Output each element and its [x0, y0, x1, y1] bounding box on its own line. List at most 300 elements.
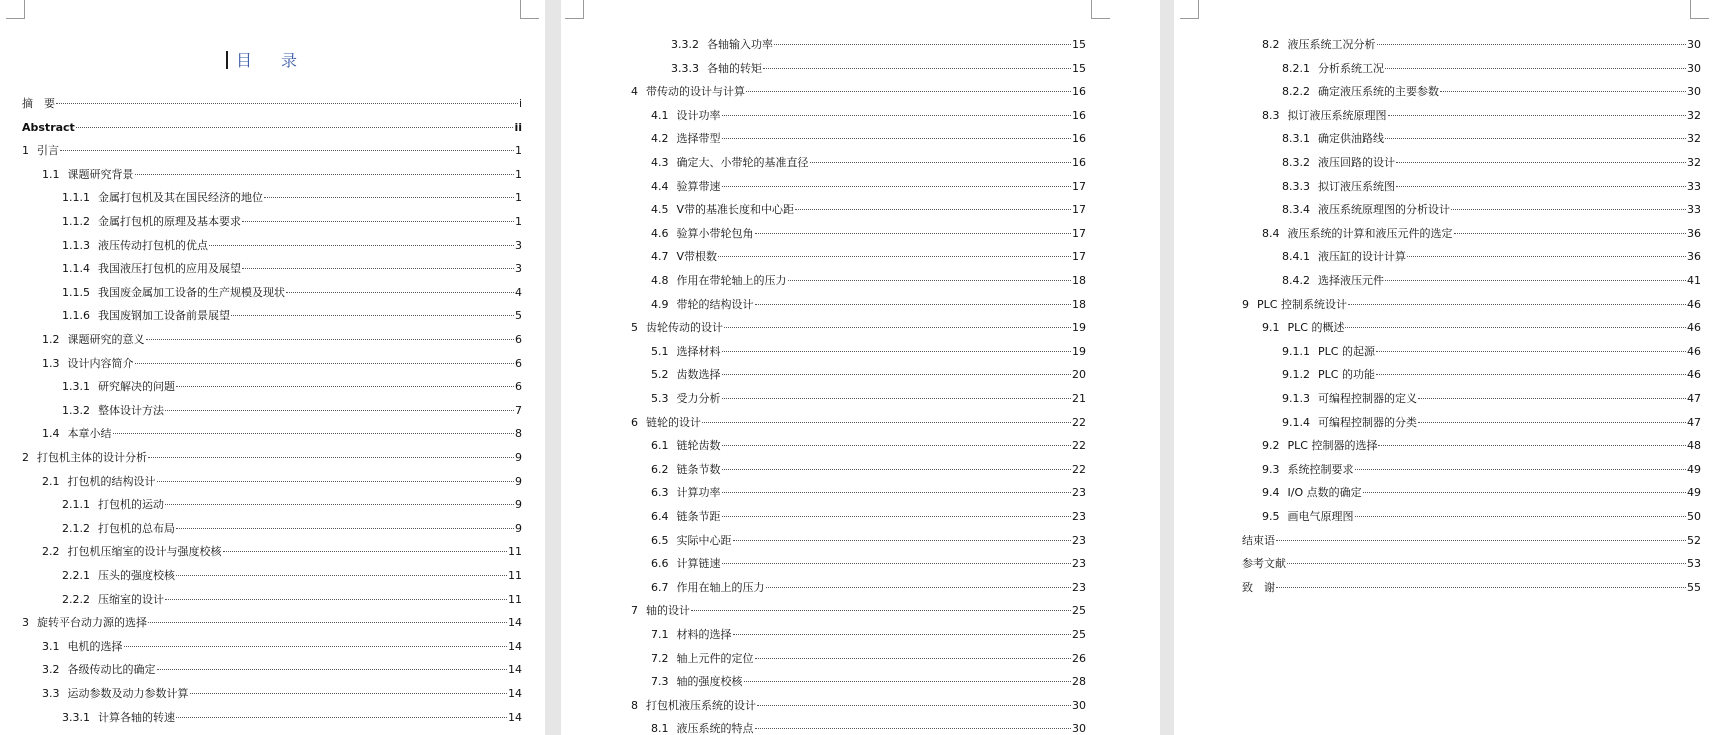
- toc-entry-number: 1.3.1: [62, 380, 90, 394]
- toc-entry[interactable]: [1262, 225, 1701, 243]
- toc-dot-leader: [1377, 44, 1687, 45]
- toc-entry-title: 打包机的结构设计: [67, 474, 156, 488]
- toc-entry-number: 7.1: [651, 628, 669, 641]
- toc-entry-title: PLC 的起源: [1318, 344, 1375, 358]
- toc-entry-page-number: 17: [1072, 203, 1086, 217]
- toc-dot-leader: [755, 233, 1072, 234]
- toc-dot-leader: [1407, 256, 1686, 257]
- toc-entry-title: 各轴的转矩: [707, 61, 762, 75]
- toc-entry[interactable]: [42, 166, 522, 184]
- toc-entry[interactable]: [651, 248, 1086, 266]
- toc-entry-page-number: 22: [1072, 439, 1086, 453]
- toc-dot-leader: [755, 658, 1072, 659]
- toc-entry-title: 材料的选择: [676, 628, 732, 641]
- toc-entry-page-number: 6: [515, 333, 522, 346]
- toc-entry-page-number: 25: [1072, 604, 1086, 618]
- toc-entry[interactable]: [651, 201, 1086, 219]
- toc-entry-number: 1.4: [42, 427, 60, 441]
- toc-entry-number: 3.3.2: [671, 38, 699, 51]
- toc-entry[interactable]: [1282, 248, 1701, 266]
- toc-entry-title: 轴上元件的定位: [676, 651, 754, 665]
- toc-entry-number: 5.2: [651, 368, 669, 382]
- toc-dot-leader: [60, 150, 514, 151]
- toc-entry-number: 5.1: [651, 344, 669, 358]
- toc-entry-page-number: 46: [1687, 321, 1701, 335]
- toc-entry-page-number: 9: [515, 474, 522, 488]
- toc-entry-title: I/O 点数的确定: [1287, 486, 1362, 500]
- toc-entry[interactable]: [62, 496, 522, 514]
- toc-entry-title: 轴的设计: [646, 604, 690, 618]
- toc-entry-page-number: 49: [1687, 462, 1701, 476]
- toc-entry[interactable]: [22, 119, 522, 137]
- toc-entry-title: 链轮齿数: [676, 439, 721, 453]
- toc-entry-page-number: 3: [515, 262, 522, 276]
- toc-entry-page-number: 52: [1687, 533, 1701, 547]
- toc-entry-number: 4.7: [651, 250, 669, 264]
- toc-dot-leader: [76, 127, 514, 128]
- toc-entry-page-number: 17: [1072, 179, 1086, 193]
- toc-dot-leader: [135, 174, 515, 175]
- toc-dot-leader: [1418, 422, 1686, 423]
- toc-entry[interactable]: [62, 284, 522, 302]
- toc-dot-leader: [702, 422, 1071, 423]
- toc-dot-leader: [165, 410, 514, 411]
- toc-entry[interactable]: [651, 579, 1086, 597]
- toc-dot-leader: [1376, 351, 1686, 352]
- toc-entry[interactable]: [42, 685, 522, 703]
- toc-entry[interactable]: [1282, 414, 1701, 432]
- toc-entry[interactable]: [62, 520, 522, 538]
- toc-dot-leader: [722, 563, 1072, 564]
- toc-dot-leader: [56, 103, 518, 104]
- toc-dot-leader: [176, 575, 507, 576]
- toc-dot-leader: [1454, 233, 1687, 234]
- toc-entry-number: 5.3: [651, 392, 669, 405]
- toc-entry-number: 9.1.3: [1282, 392, 1310, 405]
- toc-entry-number: 4.4: [651, 179, 669, 193]
- toc-entry-number: 9.1.1: [1282, 344, 1310, 358]
- toc-entry[interactable]: [651, 461, 1086, 479]
- toc-entry-title: 液压传动打包机的优点: [98, 238, 208, 252]
- toc-entry[interactable]: [651, 555, 1086, 573]
- toc-entry-title: PLC 的概述: [1287, 321, 1345, 335]
- toc-entry-page-number: 32: [1687, 156, 1701, 169]
- toc-dot-leader: [148, 622, 507, 623]
- toc-entry-page-number: 8: [515, 427, 522, 441]
- toc-dot-leader: [1385, 138, 1686, 139]
- toc-entry-number: 8.3.4: [1282, 203, 1310, 217]
- toc-entry-page-number: 19: [1072, 344, 1086, 358]
- toc-entry[interactable]: [62, 237, 522, 255]
- toc-entry-title: 压缩室的设计: [98, 592, 164, 606]
- toc-entry-page-number: 1: [515, 191, 522, 205]
- toc-entry-title: 可编程控制器的分类: [1318, 415, 1417, 429]
- toc-entry[interactable]: [1282, 154, 1701, 172]
- toc-entry-page-number: 17: [1072, 250, 1086, 264]
- crop-mark: [1091, 0, 1110, 19]
- toc-dot-leader: [722, 186, 1072, 187]
- toc-entry-number: 2.1.2: [62, 521, 90, 535]
- toc-entry[interactable]: [651, 626, 1086, 644]
- toc-entry[interactable]: [62, 591, 522, 609]
- toc-entry-title: 整体设计方法: [98, 403, 164, 417]
- toc-entry-title: 课题研究背景: [67, 167, 134, 181]
- toc-entry-page-number: 23: [1072, 486, 1086, 500]
- toc-entry[interactable]: [651, 532, 1086, 550]
- toc-entry-title: 链条节数: [676, 462, 721, 476]
- toc-entry-number: 4.6: [651, 226, 669, 240]
- toc-entry-number: 4.3: [651, 156, 669, 169]
- toc-dot-leader: [231, 315, 514, 316]
- toc-dot-leader: [722, 469, 1072, 470]
- toc-entry-page-number: 46: [1687, 368, 1701, 382]
- toc-entry-title: 液压系统的特点: [676, 722, 754, 735]
- toc-entry-page-number: 26: [1072, 651, 1086, 665]
- toc-entry-title: 确定供油路线: [1318, 132, 1384, 146]
- toc-entry[interactable]: [42, 331, 522, 349]
- toc-entry[interactable]: [1262, 484, 1701, 502]
- toc-entry-number: 8.2.2: [1282, 85, 1310, 99]
- toc-entry[interactable]: [651, 130, 1086, 148]
- toc-entry[interactable]: [22, 449, 522, 467]
- toc-dot-leader: [242, 221, 514, 222]
- toc-entry[interactable]: [62, 260, 522, 278]
- toc-entry[interactable]: [631, 319, 1086, 337]
- toc-entry[interactable]: [651, 673, 1086, 691]
- document-page-3: [1174, 0, 1721, 735]
- toc-entry[interactable]: [651, 484, 1086, 502]
- toc-entry-page-number: 6: [515, 356, 522, 370]
- toc-entry[interactable]: [62, 709, 522, 727]
- toc-entry[interactable]: [631, 697, 1086, 715]
- toc-entry[interactable]: [62, 378, 522, 396]
- toc-entry[interactable]: [22, 142, 522, 160]
- toc-dot-leader: [176, 717, 507, 718]
- toc-entry-title: 打包机主体的设计分析: [37, 451, 147, 464]
- document-page-2: [561, 0, 1160, 735]
- toc-dot-leader: [757, 705, 1071, 706]
- toc-entry[interactable]: [1262, 36, 1701, 54]
- toc-entry[interactable]: [631, 414, 1086, 432]
- toc-entry-number: 8.3.2: [1282, 156, 1310, 169]
- toc-entry[interactable]: [1262, 461, 1701, 479]
- toc-entry-page-number: ii: [514, 120, 522, 134]
- toc-entry-title: 齿数选择: [676, 368, 721, 382]
- toc-entry-number: 1.1.4: [62, 262, 90, 276]
- toc-entry[interactable]: [62, 213, 522, 231]
- toc-entry-number: 7.3: [651, 675, 669, 689]
- toc-entry-number: 6.3: [651, 486, 669, 500]
- toc-entry-page-number: 41: [1687, 274, 1701, 287]
- toc-entry-page-number: 1: [515, 144, 522, 158]
- toc-entry-title: 拟订液压系统图: [1318, 179, 1395, 193]
- toc-dot-leader: [755, 304, 1072, 305]
- toc-entry[interactable]: [62, 402, 522, 420]
- toc-entry[interactable]: [631, 83, 1086, 101]
- toc-entry-page-number: 4: [515, 285, 522, 299]
- toc-dot-leader: [733, 540, 1072, 541]
- toc-dot-leader: [722, 115, 1072, 116]
- toc-heading: 目 录: [235, 51, 310, 70]
- toc-entry-number: 2.2.2: [62, 592, 90, 606]
- toc-entry[interactable]: [1282, 272, 1701, 290]
- document-page-1: [0, 0, 545, 735]
- toc-entry-number: 4.2: [651, 132, 669, 146]
- toc-entry[interactable]: [1242, 579, 1701, 597]
- toc-entry[interactable]: [671, 36, 1086, 54]
- toc-entry[interactable]: [651, 272, 1086, 290]
- toc-entry-number: 4.1: [651, 108, 669, 122]
- toc-entry[interactable]: [651, 107, 1086, 125]
- toc-entry[interactable]: [651, 296, 1086, 314]
- toc-entry-title: PLC 控制器的选择: [1287, 439, 1378, 453]
- toc-entry[interactable]: [1282, 178, 1701, 196]
- toc-dot-leader: [1451, 209, 1686, 210]
- toc-entry-title: 液压系统原理图的分析设计: [1318, 203, 1450, 217]
- toc-entry-page-number: 28: [1072, 675, 1086, 689]
- toc-entry-title: 确定液压系统的主要参数: [1318, 85, 1439, 99]
- toc-entry-title: PLC 的功能: [1318, 368, 1375, 382]
- toc-entry[interactable]: [1262, 107, 1701, 125]
- toc-entry[interactable]: [1282, 343, 1701, 361]
- toc-dot-leader: [724, 327, 1071, 328]
- crop-mark: [520, 0, 539, 19]
- toc-entry-number: 1.1.6: [62, 309, 90, 323]
- toc-entry-page-number: 48: [1687, 439, 1701, 453]
- toc-entry-page-number: 33: [1687, 203, 1701, 217]
- toc-dot-leader: [1396, 162, 1686, 163]
- toc-entry-number: 7.2: [651, 651, 669, 665]
- toc-entry-number: 1.2: [42, 333, 60, 346]
- toc-entry-page-number: 55: [1687, 580, 1701, 594]
- toc-dot-leader: [722, 516, 1072, 517]
- toc-entry-number: 3.3.3: [671, 61, 699, 75]
- toc-entry[interactable]: [651, 720, 1086, 735]
- toc-entry[interactable]: [1242, 296, 1701, 314]
- toc-entry-number: 9: [1242, 297, 1249, 311]
- toc-entry-title: 作用在带轮轴上的压力: [676, 274, 787, 287]
- toc-dot-leader: [223, 551, 508, 552]
- toc-entry[interactable]: [62, 189, 522, 207]
- toc-entry[interactable]: [42, 425, 522, 443]
- toc-entry-title: 链条节距: [676, 510, 721, 523]
- toc-entry-title: 我国液压打包机的应用及展望: [98, 262, 241, 276]
- toc-entry-title: 系统控制要求: [1287, 462, 1354, 476]
- toc-entry[interactable]: [42, 638, 522, 656]
- toc-entry-title: 画电气原理图: [1287, 510, 1354, 523]
- toc-entry-title: 课题研究的意义: [67, 333, 145, 346]
- toc-dot-leader: [722, 492, 1072, 493]
- toc-entry[interactable]: [42, 661, 522, 679]
- toc-entry[interactable]: [651, 154, 1086, 172]
- toc-entry-number: 4.5: [651, 203, 669, 217]
- toc-entry[interactable]: [1282, 366, 1701, 384]
- toc-entry-title: 带传动的设计与计算: [646, 85, 745, 99]
- toc-dot-leader: [774, 44, 1071, 45]
- toc-dot-leader: [746, 91, 1071, 92]
- toc-entry-number: 2.2.1: [62, 569, 90, 582]
- toc-entry-page-number: 16: [1072, 85, 1086, 99]
- toc-entry[interactable]: [651, 225, 1086, 243]
- toc-entry-page-number: 1: [515, 215, 522, 228]
- toc-dot-leader: [1276, 540, 1686, 541]
- toc-dot-leader: [113, 433, 515, 434]
- toc-entry[interactable]: [1282, 130, 1701, 148]
- toc-entry-number: 1.1.3: [62, 238, 90, 252]
- toc-entry-page-number: 5: [515, 309, 522, 323]
- toc-entry-title: 链轮的设计: [646, 415, 701, 429]
- toc-entry-title: 齿轮传动的设计: [646, 321, 723, 335]
- toc-entry-title: 计算链速: [676, 557, 721, 571]
- toc-entry[interactable]: [1262, 508, 1701, 526]
- toc-entry-title: 金属打包机的原理及基本要求: [98, 215, 241, 228]
- toc-entry-title: 打包机压缩室的设计与强度校核: [67, 545, 222, 559]
- toc-entry[interactable]: [1242, 555, 1701, 573]
- toc-dot-leader: [766, 587, 1072, 588]
- toc-entry-number: 1.1: [42, 167, 60, 181]
- toc-dot-leader: [190, 693, 508, 694]
- toc-dot-leader: [722, 351, 1072, 352]
- toc-entry[interactable]: [1282, 60, 1701, 78]
- toc-entry-page-number: 23: [1072, 533, 1086, 547]
- toc-entry-page-number: 30: [1687, 61, 1701, 75]
- toc-entry-page-number: 16: [1072, 156, 1086, 169]
- toc-entry[interactable]: [22, 614, 522, 632]
- toc-entry[interactable]: [651, 390, 1086, 408]
- toc-entry-title: 打包机的运动: [98, 498, 164, 512]
- toc-dot-leader: [165, 599, 507, 600]
- toc-entry-number: 9.1: [1262, 321, 1280, 335]
- toc-entry-title: 研究解决的问题: [98, 380, 175, 394]
- toc-entry[interactable]: [1262, 319, 1701, 337]
- toc-entry-page-number: 17: [1072, 226, 1086, 240]
- toc-entry[interactable]: [22, 95, 522, 113]
- toc-entry-page-number: 32: [1687, 132, 1701, 146]
- toc-entry[interactable]: [671, 60, 1086, 78]
- toc-entry-title: 我国废金属加工设备的生产规模及现状: [98, 285, 285, 299]
- toc-entry-number: 8.3.1: [1282, 132, 1310, 146]
- toc-entry-title: 设计功率: [676, 108, 721, 122]
- toc-entry-page-number: 9: [515, 521, 522, 535]
- toc-dot-leader: [1396, 186, 1686, 187]
- toc-entry-number: 4.9: [651, 297, 669, 311]
- crop-mark: [6, 0, 25, 19]
- toc-entry-number: 9.1.2: [1282, 368, 1310, 382]
- toc-dot-leader: [157, 669, 508, 670]
- toc-entry-title: 选择带型: [676, 132, 721, 146]
- toc-dot-leader: [1355, 516, 1687, 517]
- toc-entry-page-number: 11: [508, 545, 522, 559]
- toc-entry[interactable]: [651, 650, 1086, 668]
- toc-entry-number: 9.2: [1262, 439, 1280, 453]
- toc-entry-title: 轴的强度校核: [676, 675, 743, 689]
- toc-entry-title: 可编程控制器的定义: [1318, 392, 1417, 405]
- toc-entry-title: V带根数: [676, 250, 718, 264]
- toc-entry-title: 运动参数及动力参数计算: [67, 687, 189, 700]
- toc-entry-page-number: 21: [1072, 392, 1086, 405]
- toc-entry[interactable]: [631, 602, 1086, 620]
- toc-entry[interactable]: [1282, 390, 1701, 408]
- toc-entry-page-number: 22: [1072, 462, 1086, 476]
- toc-entry-title: 打包机的总布局: [98, 521, 175, 535]
- toc-entry-page-number: 7: [515, 403, 522, 417]
- toc-entry[interactable]: [42, 543, 522, 561]
- toc-entry[interactable]: [62, 567, 522, 585]
- crop-mark: [565, 0, 584, 19]
- toc-entry[interactable]: [651, 437, 1086, 455]
- toc-entry[interactable]: [651, 178, 1086, 196]
- toc-entry-page-number: 15: [1072, 61, 1086, 75]
- toc-entry-number: 1: [22, 144, 29, 158]
- toc-entry-title: 结束语: [1242, 533, 1275, 547]
- toc-dot-leader: [763, 68, 1071, 69]
- toc-entry-number: 6.1: [651, 439, 669, 453]
- toc-entry-page-number: 23: [1072, 580, 1086, 594]
- toc-entry-page-number: 11: [508, 569, 522, 582]
- toc-dot-leader: [795, 209, 1071, 210]
- toc-entry[interactable]: [1282, 83, 1701, 101]
- toc-entry-title: 验算带速: [676, 179, 721, 193]
- crop-mark: [1690, 0, 1709, 19]
- toc-dot-leader: [1385, 280, 1686, 281]
- toc-entry-page-number: 23: [1072, 510, 1086, 523]
- toc-entry-title: 金属打包机及其在国民经济的地位: [98, 191, 263, 205]
- toc-entry-title: 摘 要: [22, 97, 55, 110]
- toc-entry-title: 本章小结: [67, 427, 112, 441]
- toc-entry-title: 受力分析: [676, 392, 721, 405]
- toc-entry-page-number: 47: [1687, 415, 1701, 429]
- toc-dot-leader: [722, 398, 1072, 399]
- toc-entry-page-number: 16: [1072, 132, 1086, 146]
- toc-entry-page-number: 23: [1072, 557, 1086, 571]
- toc-entry[interactable]: [62, 307, 522, 325]
- toc-entry[interactable]: [651, 508, 1086, 526]
- toc-dot-leader: [165, 504, 514, 505]
- toc-entry[interactable]: [42, 355, 522, 373]
- toc-entry[interactable]: [1282, 201, 1701, 219]
- toc-entry-number: 9.1.4: [1282, 415, 1310, 429]
- toc-entry-title: 带轮的结构设计: [676, 297, 754, 311]
- toc-dot-leader: [157, 481, 515, 482]
- toc-dot-leader: [1376, 374, 1686, 375]
- toc-entry-title: 选择液压元件: [1318, 274, 1384, 287]
- toc-entry-title: 旋转平台动力源的选择: [37, 616, 147, 630]
- toc-entry-page-number: 49: [1687, 486, 1701, 500]
- toc-entry-title: 确定大、小带轮的基准直径: [676, 156, 809, 169]
- toc-entry[interactable]: [1262, 437, 1701, 455]
- toc-entry[interactable]: [651, 343, 1086, 361]
- toc-entry[interactable]: [651, 366, 1086, 384]
- toc-entry[interactable]: [42, 473, 522, 491]
- toc-dot-leader: [1363, 492, 1686, 493]
- toc-entry-page-number: 36: [1687, 250, 1701, 264]
- toc-entry-page-number: 53: [1687, 557, 1701, 571]
- toc-entry-page-number: 47: [1687, 392, 1701, 405]
- toc-entry-title: 选择材料: [676, 344, 721, 358]
- toc-entry[interactable]: [1242, 532, 1701, 550]
- toc-entry-page-number: 46: [1687, 344, 1701, 358]
- toc-entry-number: 1.3.2: [62, 403, 90, 417]
- toc-entry-number: 8.4.1: [1282, 250, 1310, 264]
- toc-dot-leader: [1378, 445, 1686, 446]
- toc-dot-leader: [176, 386, 514, 387]
- toc-entry-page-number: 14: [508, 616, 522, 630]
- toc-entry-number: 4: [631, 85, 638, 99]
- toc-entry-number: 8.3: [1262, 108, 1280, 122]
- toc-entry-title: 压头的强度校核: [98, 569, 175, 582]
- toc-entry-page-number: 18: [1072, 274, 1086, 287]
- toc-dot-leader: [1388, 115, 1687, 116]
